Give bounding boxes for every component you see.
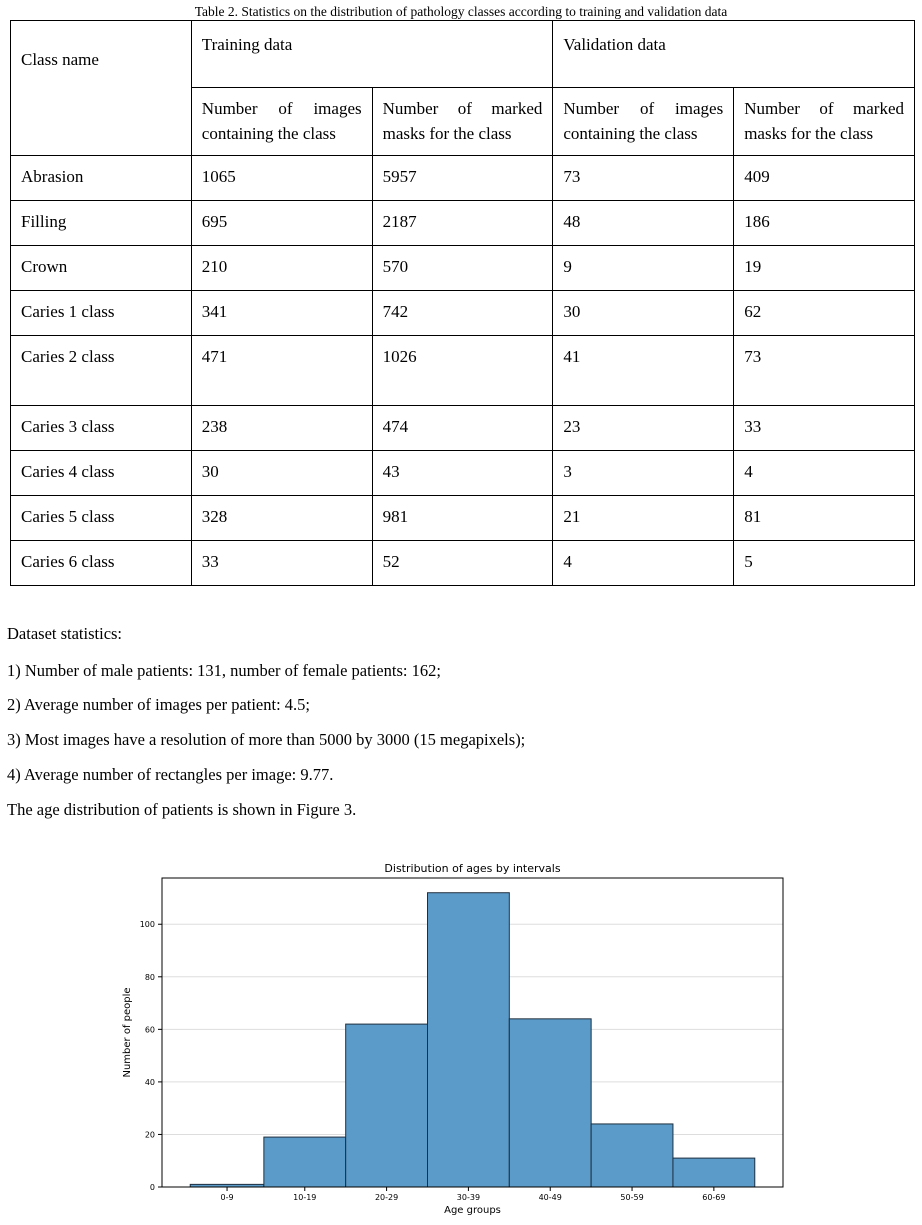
y-tick-label: 40 — [144, 1077, 155, 1087]
table-cell: 62 — [734, 291, 915, 336]
table-cell: 186 — [734, 201, 915, 246]
table-cell: 41 — [553, 336, 734, 406]
age-distribution-histogram — [110, 856, 800, 1221]
table-cell: Crown — [11, 246, 192, 291]
table-row — [11, 246, 915, 291]
table-row — [11, 201, 915, 246]
table-cell: 474 — [372, 406, 553, 451]
y-tick-label: 60 — [144, 1025, 155, 1035]
histogram-bar — [346, 1024, 428, 1187]
table-cell: 5 — [734, 541, 915, 586]
table-cell: Caries 5 class — [11, 496, 192, 541]
table-cell: 33 — [734, 406, 915, 451]
x-tick-label: 60-69 — [702, 1193, 726, 1202]
histogram-bar — [509, 1019, 591, 1187]
statistics-item: 3) Most images have a resolution of more than 5000 by 3000 (15 megapixels); — [7, 730, 526, 749]
table-cell: Caries 4 class — [11, 451, 192, 496]
table-cell: 238 — [191, 406, 372, 451]
table-cell: 4 — [734, 451, 915, 496]
table-cell: 30 — [191, 451, 372, 496]
y-tick-label: 0 — [149, 1183, 155, 1192]
table-cell: 328 — [191, 496, 372, 541]
table-cell: 9 — [553, 246, 734, 291]
table-cell: 33 — [191, 541, 372, 586]
y-axis-label: Number of people — [122, 987, 133, 1078]
statistics-item: 4) Average number of rectangles per image: 9.77. — [7, 765, 334, 784]
table-cell: Filling — [11, 201, 192, 246]
x-tick-label: 20-29 — [374, 1193, 399, 1202]
train-images-header: Number of images containing the class — [191, 88, 372, 156]
table-cell: 43 — [372, 451, 553, 496]
train-masks-header: Number of marked masks for the class — [372, 88, 553, 156]
histogram-bar — [591, 1124, 673, 1187]
x-tick-label: 10-19 — [293, 1193, 317, 1202]
figure-reference: The age distribution of patients is shown in Figure 3. — [7, 800, 357, 819]
dataset-statistics-heading: Dataset statistics: — [7, 624, 123, 643]
statistics-item: 2) Average number of images per patient: 4.5; — [7, 695, 311, 714]
table-cell: 81 — [734, 496, 915, 541]
table-cell: 73 — [553, 156, 734, 201]
x-tick-label: 30-39 — [456, 1193, 481, 1202]
table-row — [11, 156, 915, 201]
table-cell: 19 — [734, 246, 915, 291]
table-cell: Caries 2 class — [11, 336, 192, 406]
x-tick-label: 0-9 — [220, 1193, 234, 1202]
table-caption: Table 2. Statistics on the distribution of pathology classes according to training and validation data — [194, 4, 728, 19]
chart-title: Distribution of ages by intervals — [384, 862, 561, 875]
x-tick-label: 40-49 — [538, 1193, 562, 1202]
table-row — [11, 406, 915, 451]
val-masks-header: Number of marked masks for the class — [734, 88, 915, 156]
table-cell: 409 — [734, 156, 915, 201]
histogram-bar — [264, 1137, 346, 1187]
val-images-header: Number of images containing the class — [553, 88, 734, 156]
table-row — [11, 496, 915, 541]
training-data-header: Training data — [191, 21, 553, 88]
histogram-bar — [428, 893, 510, 1187]
table-cell: 570 — [372, 246, 553, 291]
pathology-statistics-table — [10, 20, 915, 586]
table-cell: 742 — [372, 291, 553, 336]
table-cell: 23 — [553, 406, 734, 451]
table-cell: 30 — [553, 291, 734, 336]
table-cell: 695 — [191, 201, 372, 246]
table-cell: 981 — [372, 496, 553, 541]
table-cell: Caries 3 class — [11, 406, 192, 451]
y-tick-label: 80 — [144, 972, 155, 982]
table-cell: 4 — [553, 541, 734, 586]
y-tick-label: 100 — [139, 920, 155, 930]
table-cell: 2187 — [372, 201, 553, 246]
y-tick-label: 20 — [144, 1130, 155, 1140]
table-cell: Caries 1 class — [11, 291, 192, 336]
table-cell: 341 — [191, 291, 372, 336]
table-cell: Abrasion — [11, 156, 192, 201]
table-row — [11, 541, 915, 586]
x-tick-label: 50-59 — [620, 1193, 644, 1202]
table-cell: 5957 — [372, 156, 553, 201]
table-cell: 52 — [372, 541, 553, 586]
table-cell: 3 — [553, 451, 734, 496]
table-cell: 471 — [191, 336, 372, 406]
table-cell: 1065 — [191, 156, 372, 201]
statistics-item: 1) Number of male patients: 131, number of female patients: 162; — [7, 661, 441, 680]
table-cell: 1026 — [372, 336, 553, 406]
validation-data-header: Validation data — [553, 21, 915, 88]
x-axis-label: Age groups — [444, 1205, 501, 1216]
table-cell: 210 — [191, 246, 372, 291]
table-row — [11, 451, 915, 496]
table-cell: 48 — [553, 201, 734, 246]
table-row — [11, 291, 915, 336]
histogram-bar — [673, 1158, 755, 1187]
table-row — [11, 336, 915, 406]
table-cell: 21 — [553, 496, 734, 541]
table-cell: 73 — [734, 336, 915, 406]
table-cell: Caries 6 class — [11, 541, 192, 586]
class-name-header: Class name — [11, 21, 192, 156]
